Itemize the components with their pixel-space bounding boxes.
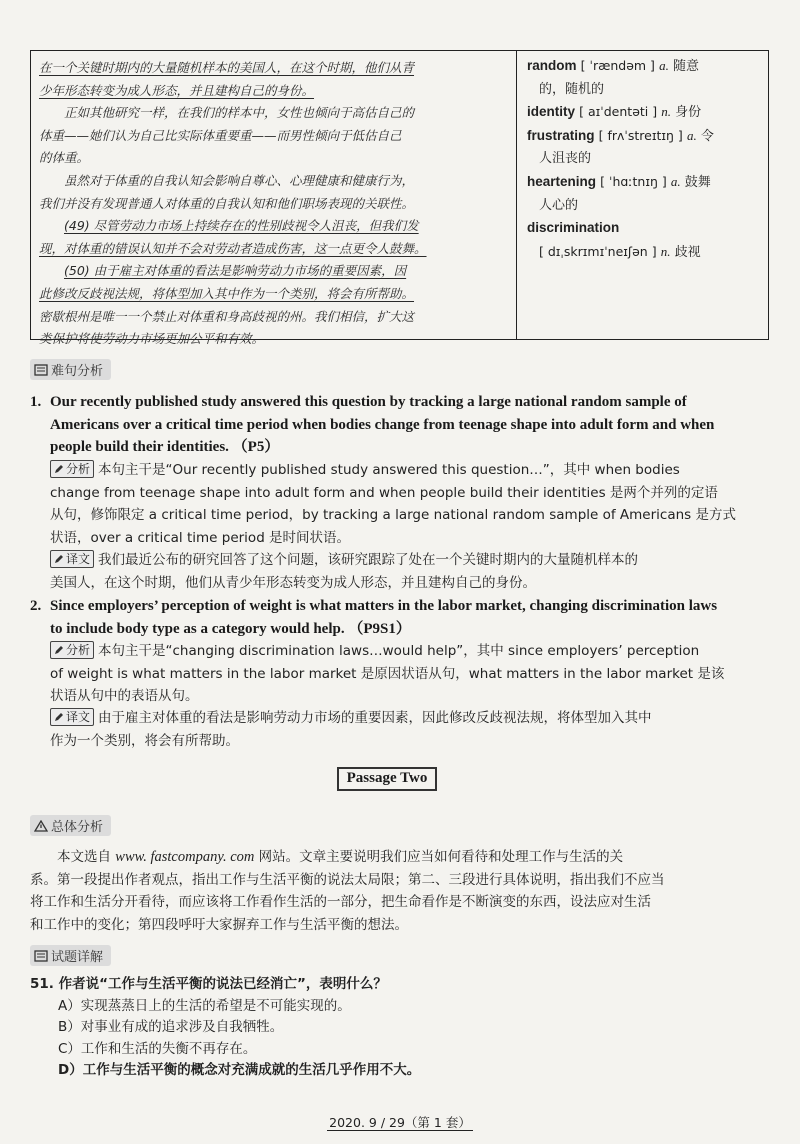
translation-line: 的体重。 [39,150,90,166]
analysis-line: 从句，修饰限定 a critical time period，by tracking a large national random sample of Americans 是方式 [50,507,736,523]
translation-label: 译文 [50,550,94,568]
item-1-translation [50,549,772,594]
translation-label: 译文 [50,708,94,726]
section-header-difficult-sentences [30,359,111,380]
option-d: D）工作与生活平衡的概念对充满成就的生活几乎作用不大。 [58,1062,421,1078]
website-name: www. fastcompany. com [115,849,255,865]
vocab-meaning: 身份 [675,105,702,121]
book-icon [34,950,48,962]
pencil-icon [54,645,64,655]
pencil-icon [54,464,64,474]
vocab-column [517,51,768,339]
translation-line: 密歇根州是唯一一个禁止对体重和身高歧视的州。我们相信，扩大这 [39,308,415,324]
vocab-entry [527,241,760,265]
vocab-pos: a. [670,173,681,189]
question-stem: 51. 作者说“工作与生活平衡的说法已经消亡”，表明什么？ [30,976,387,992]
item-2-analysis [50,640,772,708]
analysis-label: 分析 [50,641,94,659]
analysis-label: 分析 [50,460,94,478]
analysis-line: change from teenage shape into adult form and when people build their identities 是两个并列的定语 [50,484,718,501]
item-number: 1. [30,394,42,410]
translation-line: 我们并没有发现普通人对体重的自我认知和他们职场表现的关联性。 [39,195,415,211]
section-title: 试题详解 [51,950,104,965]
vocab-entry [527,55,760,79]
translation-line: (50) 由于雇主对体重的看法是影响劳动力市场的重要因素，因 [64,263,407,279]
vocab-word: random [527,58,577,73]
analysis-line: 本句主干是“changing discrimination laws…would help”，其中 since employers’ perception [98,643,700,659]
vocab-pos: a. [686,127,697,143]
translation-line: 虽然对于体重的自我认知会影响自尊心、心理健康和健康行为， [64,172,415,188]
english-line: Since employers’ perception of weight is what matters in the labor market, changing discrimination laws [50,598,718,614]
overview-paragraph [30,846,772,936]
item-2-translation [50,707,772,752]
page-footer [0,1113,800,1131]
translation-line: (49) 尽管劳动力市场上持续存在的性别歧视令人沮丧，但我们发 [64,218,419,234]
translation-line: 在一个关键时期内的大量随机样本的美国人，在这个时期，他们从青 [39,60,415,75]
vocab-meaning: 令 [700,128,714,144]
english-line: Our recently published study answered this question by tracking a large national random sample of [50,394,687,410]
item-2-english [30,595,772,640]
translation-column [31,51,517,347]
option-a: A）实现蒸蒸日上的生活的希望是不可能实现的。 [58,997,351,1014]
translation-line: 正如其他研究一样，在我们的样本中，女性也倾向于高估自己的 [64,105,415,121]
item-1-english [30,391,772,459]
overview-text: 本文选自 [57,849,116,865]
vocab-meaning: 鼓舞 [684,174,711,190]
translation-line: 少年形态转变为成人形态，并且建构自己的身份。 [39,82,315,98]
pencil-icon [54,712,64,722]
vocab-word: heartening [527,173,597,189]
english-line: to include body type as a category would help. （P9S1） [50,620,411,637]
vocab-phonetic: [ dɪˌskrɪmɪˈneɪʃən ] [539,243,657,259]
overview-line: 和工作中的变化；第四段呼吁大家摒弃工作与生活平衡的想法。 [30,916,408,933]
item-1-analysis [50,459,772,549]
translation-line: 现，对体重的错误认知并不会对劳动者造成伤害，这一点更令人鼓舞。 [39,240,427,256]
warning-triangle-icon [34,820,48,832]
vocab-meaning-continued: 人沮丧的 [539,151,592,167]
vocab-entry [527,125,760,149]
vocab-phonetic: [ frʌˈstreɪtɪŋ ] [598,127,683,143]
vocab-pos: n. [660,243,671,259]
vocab-pos: a. [659,58,669,73]
vocab-pos: n. [661,104,672,120]
vocab-phonetic: [ ˈrændəm ] [580,58,655,73]
question-51 [30,974,772,1082]
vocab-word: identity [527,104,576,120]
overview-text: 网站。文章主要说明我们应当如何看待和处理工作与生活的关 [254,849,624,865]
translation-line: 体重——她们认为自己比实际体重要重——而男性倾向于低估自己 [39,127,402,143]
translation-line: 美国人，在这个时期，他们从青少年形态转变为成人形态，并且建构自己的身份。 [50,574,536,591]
vocab-entry [527,217,760,241]
translation-vocab-table [30,50,769,347]
section-title: 难句分析 [51,364,104,379]
option-b: B）对事业有成的追求涉及自我牺牲。 [58,1019,284,1035]
vocab-word: frustrating [527,127,595,143]
analysis-line: 本句主干是“Our recently published study answered this question…”，其中 when bodies [98,462,680,478]
passage-title: Passage Two [337,767,437,791]
vocab-entry [527,171,760,195]
item-number: 2. [30,598,42,614]
translation-line: 此修改反歧视法规，将体型加入其中作为一个类别，将会有所帮助。 [39,285,415,301]
english-line: people build their identities. （P5） [50,439,280,455]
pencil-icon [54,554,64,564]
translation-line: 类保护将使劳动力市场更加公平和有效。 [39,331,265,347]
overview-line: 系。第一段提出作者观点，指出工作与生活平衡的说法太局限；第二、三段进行具体说明，指出我们不应当 [30,871,665,888]
option-c: C）工作和生活的失衡不再存在。 [58,1040,257,1057]
vocab-phonetic: [ ˈhɑːtnɪŋ ] [600,173,667,189]
book-icon [34,364,48,376]
translation-line: 由于雇主对体重的看法是影响劳动力市场的重要因素，因此修改反歧视法规，将体型加入其中 [98,710,652,726]
vocab-meaning: 歧视 [674,244,701,260]
translation-line: 我们最近公布的研究回答了这个问题，该研究跟踪了处在一个关键时期内的大量随机样本的 [98,552,639,568]
vocab-entry [527,101,760,125]
vocab-meaning-continued: 人心的 [539,197,579,213]
vocab-phonetic: [ aɪˈdentəti ] [579,104,658,120]
vocab-meaning: 随意 [672,59,699,74]
analysis-line: 状语从句中的表语从句。 [50,688,199,704]
translation-line: 作为一个类别，将会有所帮助。 [50,732,239,749]
vocab-word: discrimination [527,220,620,236]
page-number: 2020. 9 / 29（第 1 套） [329,1115,471,1130]
analysis-line: of weight is what matters in the labor market 是原因状语从句，what matters in the labor market 是该 [50,665,725,682]
overview-line: 将工作和生活分开看待，而应该将工作看作生活的一部分，把生命看作是不断演变的东西，设法应对生活 [30,894,651,910]
analysis-line: 状语，over a critical time period 是时间状语。 [50,529,351,546]
english-line: Americans over a critical time period when bodies change from teenage shape into adult form and when [50,416,715,433]
section-header-question-details [30,945,111,966]
section-header-overview [30,815,111,836]
section-title: 总体分析 [51,820,104,835]
vocab-meaning-continued: 的，随机的 [539,81,605,97]
